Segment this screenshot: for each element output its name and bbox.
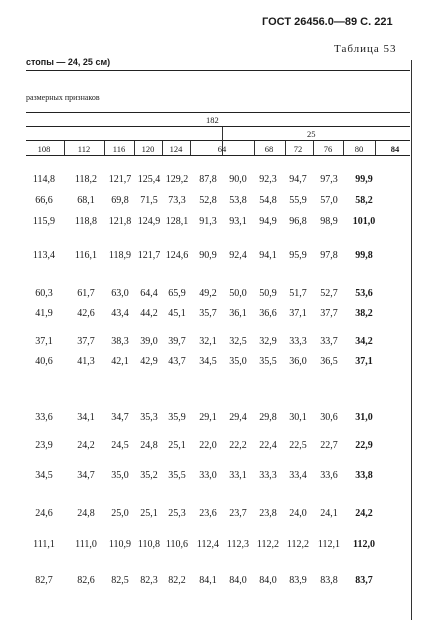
table-cell: 128,1 <box>165 216 189 227</box>
table-cell: 112,2 <box>256 539 280 550</box>
table-cell: 31,0 <box>355 412 373 423</box>
table-cell: 111,1 <box>33 539 55 550</box>
table-cell: 99,9 <box>355 174 373 185</box>
table-cell: 114,8 <box>32 174 56 185</box>
table-cell: 33,6 <box>320 470 338 481</box>
header-divider <box>64 141 65 155</box>
table-cell: 29,1 <box>199 412 217 423</box>
table-cell: 41,3 <box>77 356 95 367</box>
table-cell: 112,0 <box>353 539 375 550</box>
table-cell: 40,6 <box>35 356 53 367</box>
table-label: Таблица 53 <box>334 43 397 55</box>
table-cell: 112,2 <box>286 539 310 550</box>
table-cell: 83,7 <box>355 575 373 586</box>
table-cell: 125,4 <box>137 174 161 185</box>
table-cell: 90,0 <box>229 174 247 185</box>
table-cell: 33,8 <box>355 470 373 481</box>
standard-designation: ГОСТ 26456.0—89 С. 221 <box>262 16 393 28</box>
table-cell: 37,1 <box>35 336 53 347</box>
table-cell: 33,3 <box>259 470 277 481</box>
table-cell: 35,7 <box>199 308 217 319</box>
table-cell: 23,8 <box>259 508 277 519</box>
table-cell: 94,9 <box>259 216 277 227</box>
table-cell: 92,4 <box>229 250 247 261</box>
table-cell: 39,0 <box>140 336 158 347</box>
table-cell: 97,3 <box>320 174 338 185</box>
table-cell: 30,1 <box>289 412 307 423</box>
column-header: 72 <box>293 144 303 154</box>
table-cell: 41,9 <box>35 308 53 319</box>
table-cell: 37,1 <box>355 356 373 367</box>
table-cell: 23,9 <box>35 440 53 451</box>
table-cell: 51,7 <box>289 288 307 299</box>
column-header: 108 <box>37 144 51 154</box>
table-cell: 34,5 <box>199 356 217 367</box>
table-subtitle: стопы — 24, 25 см) <box>26 57 111 67</box>
table-cell: 121,7 <box>108 174 132 185</box>
table-cell: 124,6 <box>165 250 189 261</box>
table-cell: 115,9 <box>32 216 56 227</box>
table-cell: 110,8 <box>137 539 161 550</box>
table-cell: 63,0 <box>111 288 129 299</box>
table-cell: 121,8 <box>108 216 132 227</box>
table-cell: 121,7 <box>137 250 161 261</box>
table-cell: 50,0 <box>229 288 247 299</box>
right-border <box>411 60 412 620</box>
table-cell: 82,6 <box>77 575 95 586</box>
table-cell: 36,1 <box>229 308 247 319</box>
table-cell: 22,4 <box>259 440 277 451</box>
table-cell: 32,5 <box>229 336 247 347</box>
table-cell: 42,1 <box>111 356 129 367</box>
table-cell: 93,1 <box>229 216 247 227</box>
table-cell: 99,8 <box>355 250 373 261</box>
table-cell: 35,5 <box>259 356 277 367</box>
table-cell: 34,2 <box>355 336 373 347</box>
table-cell: 65,9 <box>168 288 186 299</box>
table-cell: 124,9 <box>137 216 161 227</box>
table-cell: 64,4 <box>140 288 158 299</box>
table-cell: 34,7 <box>111 412 129 423</box>
table-cell: 52,7 <box>320 288 338 299</box>
table-cell: 87,8 <box>199 174 217 185</box>
group-header-182: 182 <box>206 115 219 125</box>
table-cell: 29,4 <box>229 412 247 423</box>
table-cell: 24,0 <box>289 508 307 519</box>
column-header: 68 <box>264 144 274 154</box>
header-rule-3 <box>26 140 410 141</box>
table-cell: 118,8 <box>74 216 98 227</box>
column-header: 116 <box>112 144 126 154</box>
table-cell: 33,7 <box>320 336 338 347</box>
table-cell: 24,1 <box>320 508 338 519</box>
table-cell: 22,7 <box>320 440 338 451</box>
table-cell: 90,9 <box>199 250 217 261</box>
table-cell: 53,6 <box>355 288 373 299</box>
table-cell: 112,3 <box>226 539 250 550</box>
table-cell: 34,1 <box>77 412 95 423</box>
group-header-25: 25 <box>307 129 316 139</box>
table-cell: 30,6 <box>320 412 338 423</box>
table-cell: 118,9 <box>108 250 132 261</box>
table-cell: 32,1 <box>199 336 217 347</box>
table-cell: 53,8 <box>229 195 247 206</box>
table-cell: 43,7 <box>168 356 186 367</box>
table-cell: 101,0 <box>352 216 376 227</box>
table-cell: 38,2 <box>355 308 373 319</box>
table-cell: 24,8 <box>77 508 95 519</box>
table-cell: 83,9 <box>289 575 307 586</box>
column-header: 120 <box>141 144 155 154</box>
table-cell: 111,0 <box>75 539 97 550</box>
table-cell: 84,1 <box>199 575 217 586</box>
table-cell: 60,3 <box>35 288 53 299</box>
table-cell: 82,5 <box>111 575 129 586</box>
table-cell: 33,6 <box>35 412 53 423</box>
table-cell: 32,9 <box>259 336 277 347</box>
table-cell: 94,1 <box>259 250 277 261</box>
table-cell: 92,3 <box>259 174 277 185</box>
table-cell: 57,0 <box>320 195 338 206</box>
table-cell: 110,9 <box>108 539 132 550</box>
column-header: 80 <box>354 144 364 154</box>
table-cell: 38,3 <box>111 336 129 347</box>
table-cell: 35,0 <box>229 356 247 367</box>
table-cell: 25,1 <box>140 508 158 519</box>
table-cell: 25,0 <box>111 508 129 519</box>
table-cell: 22,2 <box>229 440 247 451</box>
table-cell: 37,7 <box>77 336 95 347</box>
table-cell: 36,0 <box>289 356 307 367</box>
table-cell: 24,5 <box>111 440 129 451</box>
table-cell: 22,0 <box>199 440 217 451</box>
table-cell: 82,7 <box>35 575 53 586</box>
table-cell: 35,2 <box>140 470 158 481</box>
table-cell: 112,1 <box>317 539 341 550</box>
table-cell: 33,0 <box>199 470 217 481</box>
header-divider <box>375 141 376 155</box>
section-caption: размерных признаков <box>26 93 100 102</box>
table-cell: 96,8 <box>289 216 307 227</box>
table-cell: 24,6 <box>35 508 53 519</box>
table-cell: 95,9 <box>289 250 307 261</box>
table-cell: 39,7 <box>168 336 186 347</box>
table-cell: 43,4 <box>111 308 129 319</box>
table-cell: 23,7 <box>229 508 247 519</box>
table-cell: 45,1 <box>168 308 186 319</box>
table-cell: 22,9 <box>355 440 373 451</box>
column-header: 76 <box>323 144 333 154</box>
table-cell: 35,9 <box>168 412 186 423</box>
table-cell: 55,9 <box>289 195 307 206</box>
table-cell: 71,5 <box>140 195 158 206</box>
table-cell: 34,7 <box>77 470 95 481</box>
table-cell: 84,0 <box>259 575 277 586</box>
table-cell: 82,2 <box>168 575 186 586</box>
table-cell: 25,3 <box>168 508 186 519</box>
table-cell: 50,9 <box>259 288 277 299</box>
table-cell: 36,6 <box>259 308 277 319</box>
table-cell: 35,5 <box>168 470 186 481</box>
column-header: 84 <box>390 144 400 154</box>
table-cell: 118,2 <box>74 174 98 185</box>
table-cell: 112,4 <box>196 539 220 550</box>
table-cell: 84,0 <box>229 575 247 586</box>
table-cell: 42,6 <box>77 308 95 319</box>
table-cell: 68,1 <box>77 195 95 206</box>
table-cell: 42,9 <box>140 356 158 367</box>
table-cell: 24,2 <box>77 440 95 451</box>
table-cell: 98,9 <box>320 216 338 227</box>
table-cell: 113,4 <box>32 250 56 261</box>
top-rule <box>26 70 410 71</box>
table-cell: 36,5 <box>320 356 338 367</box>
table-cell: 82,3 <box>140 575 158 586</box>
table-cell: 91,3 <box>199 216 217 227</box>
table-cell: 29,8 <box>259 412 277 423</box>
table-cell: 58,2 <box>355 195 373 206</box>
table-cell: 37,7 <box>320 308 338 319</box>
table-cell: 94,7 <box>289 174 307 185</box>
header-rule-1 <box>26 112 410 113</box>
table-cell: 37,1 <box>289 308 307 319</box>
header-rule-4 <box>26 155 410 156</box>
table-cell: 66,6 <box>35 195 53 206</box>
column-header: 64 <box>217 144 227 154</box>
column-header: 112 <box>77 144 91 154</box>
table-cell: 33,3 <box>289 336 307 347</box>
table-cell: 129,2 <box>165 174 189 185</box>
table-cell: 25,1 <box>168 440 186 451</box>
header-rule-2 <box>26 126 410 127</box>
table-cell: 35,0 <box>111 470 129 481</box>
table-cell: 97,8 <box>320 250 338 261</box>
table-cell: 44,2 <box>140 308 158 319</box>
table-cell: 34,5 <box>35 470 53 481</box>
table-cell: 61,7 <box>77 288 95 299</box>
table-cell: 24,8 <box>140 440 158 451</box>
table-cell: 73,3 <box>168 195 186 206</box>
table-cell: 23,6 <box>199 508 217 519</box>
table-cell: 35,3 <box>140 412 158 423</box>
table-cell: 24,2 <box>355 508 373 519</box>
table-cell: 33,4 <box>289 470 307 481</box>
table-cell: 22,5 <box>289 440 307 451</box>
table-cell: 83,8 <box>320 575 338 586</box>
table-cell: 110,6 <box>165 539 189 550</box>
table-cell: 54,8 <box>259 195 277 206</box>
table-cell: 33,1 <box>229 470 247 481</box>
column-header: 124 <box>169 144 183 154</box>
table-cell: 69,8 <box>111 195 129 206</box>
table-cell: 116,1 <box>74 250 98 261</box>
table-cell: 52,8 <box>199 195 217 206</box>
table-cell: 49,2 <box>199 288 217 299</box>
